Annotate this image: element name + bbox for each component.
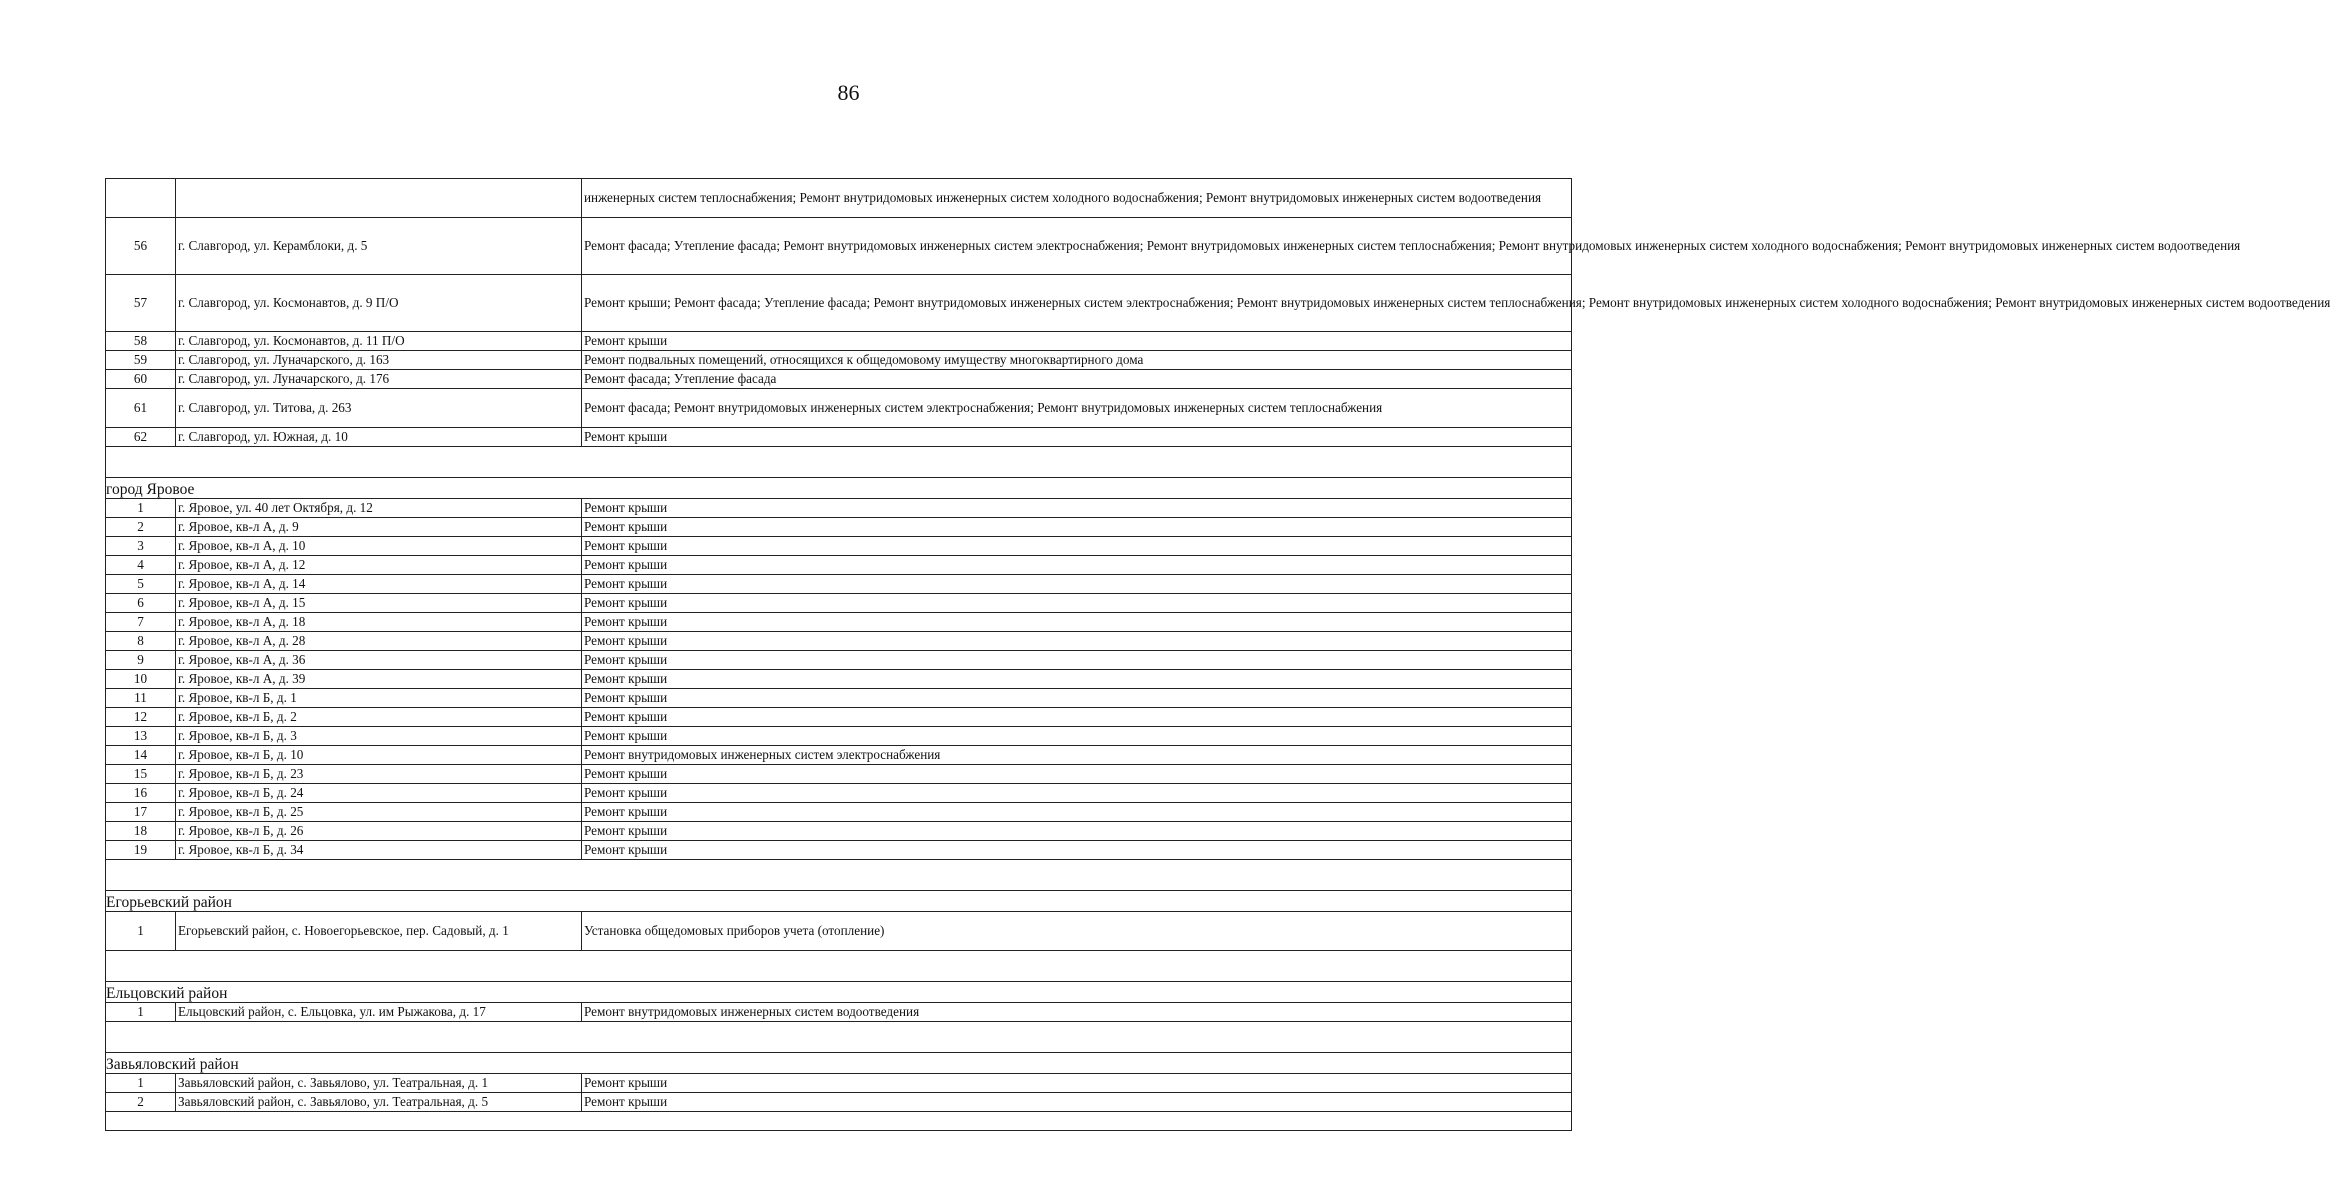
- row-work: Установка общедомовых приборов учета (отопление): [582, 912, 1572, 951]
- table-row: [106, 332, 1572, 351]
- spacer-row: [106, 860, 1572, 891]
- row-number: 2: [106, 518, 176, 537]
- table-row: [106, 822, 1572, 841]
- table-row: [106, 670, 1572, 689]
- row-work: Ремонт крыши: [582, 499, 1572, 518]
- row-address: г. Славгород, ул. Керамблоки, д. 5: [176, 218, 582, 275]
- row-number: 10: [106, 670, 176, 689]
- row-work: Ремонт крыши: [582, 689, 1572, 708]
- table-row: [106, 784, 1572, 803]
- table-row: [106, 575, 1572, 594]
- empty-cell: [106, 1112, 1572, 1131]
- row-work: Ремонт подвальных помещений, относящихся к общедомовому имуществу многоквартирного дома: [582, 351, 1572, 370]
- row-address: г. Славгород, ул. Титова, д. 263: [176, 389, 582, 428]
- row-number: 9: [106, 651, 176, 670]
- table-row: [106, 765, 1572, 784]
- spacer-cell: [106, 951, 1572, 982]
- row-number: 1: [106, 1003, 176, 1022]
- row-address: г. Яровое, кв-л Б, д. 2: [176, 708, 582, 727]
- section-title: Завьяловский район: [106, 1053, 1572, 1074]
- row-address: г. Славгород, ул. Космонавтов, д. 11 П/О: [176, 332, 582, 351]
- row-address: г. Яровое, кв-л А, д. 28: [176, 632, 582, 651]
- row-address: г. Яровое, кв-л А, д. 15: [176, 594, 582, 613]
- row-work: Ремонт крыши: [582, 651, 1572, 670]
- row-work: Ремонт крыши: [582, 765, 1572, 784]
- table-row: [106, 389, 1572, 428]
- row-work: Ремонт крыши: [582, 841, 1572, 860]
- section-header: [106, 891, 1572, 912]
- row-work: Ремонт крыши: [582, 613, 1572, 632]
- row-number: 57: [106, 275, 176, 332]
- row-address: г. Яровое, кв-л А, д. 39: [176, 670, 582, 689]
- row-number: [106, 179, 176, 218]
- spacer-row: [106, 1022, 1572, 1053]
- row-work: Ремонт крыши: [582, 575, 1572, 594]
- section-header: [106, 478, 1572, 499]
- row-work: Ремонт крыши: [582, 428, 1572, 447]
- table-row: [106, 218, 1572, 275]
- table-row: [106, 428, 1572, 447]
- row-number: 14: [106, 746, 176, 765]
- row-number: 62: [106, 428, 176, 447]
- section-header: [106, 1053, 1572, 1074]
- table-row: [106, 841, 1572, 860]
- row-address: г. Яровое, кв-л Б, д. 23: [176, 765, 582, 784]
- spacer-row: [106, 951, 1572, 982]
- table-row: [106, 746, 1572, 765]
- row-work: инженерных систем теплоснабжения; Ремонт внутридомовых инженерных систем холодного водоснабжения; Ремонт внутридомовых инженерных систем водоотведения: [582, 179, 1572, 218]
- table-row: [106, 351, 1572, 370]
- spacer-cell: [106, 1022, 1572, 1053]
- row-address: Завьяловский район, с. Завьялово, ул. Театральная, д. 5: [176, 1093, 582, 1112]
- row-work: Ремонт крыши: [582, 784, 1572, 803]
- row-number: 5: [106, 575, 176, 594]
- table-row: [106, 1003, 1572, 1022]
- row-number: 16: [106, 784, 176, 803]
- row-number: 12: [106, 708, 176, 727]
- row-work: Ремонт крыши; Ремонт фасада; Утепление фасада; Ремонт внутридомовых инженерных систем электроснабжения; Ремонт внутридомовых инженерных систем теплоснабжения; Ремонт внутридомовых инженерных систем холодного водоснабжения; Ремонт внутридомовых инженерных систем водоотведения: [582, 275, 1572, 332]
- table-row: [106, 499, 1572, 518]
- row-number: 1: [106, 499, 176, 518]
- spacer-row: [106, 447, 1572, 478]
- row-address: г. Славгород, ул. Луначарского, д. 163: [176, 351, 582, 370]
- row-address: г. Яровое, кв-л Б, д. 24: [176, 784, 582, 803]
- spacer-cell: [106, 447, 1572, 478]
- section-header: [106, 982, 1572, 1003]
- row-work: Ремонт крыши: [582, 594, 1572, 613]
- table-row: [106, 613, 1572, 632]
- empty-row: [106, 1112, 1572, 1131]
- row-address: г. Яровое, кв-л А, д. 9: [176, 518, 582, 537]
- row-work: Ремонт крыши: [582, 518, 1572, 537]
- row-number: 17: [106, 803, 176, 822]
- row-address: [176, 179, 582, 218]
- row-work: Ремонт фасада; Утепление фасада; Ремонт внутридомовых инженерных систем электроснабжения; Ремонт внутридомовых инженерных систем теплоснабжения; Ремонт внутридомовых инженерных систем холодного водоснабжения; Ремонт внутридомовых инженерных систем водоотведения: [582, 218, 1572, 275]
- table-row: [106, 179, 1572, 218]
- row-work: Ремонт крыши: [582, 537, 1572, 556]
- spacer-cell: [106, 860, 1572, 891]
- row-number: 13: [106, 727, 176, 746]
- section-title: Егорьевский район: [106, 891, 1572, 912]
- table-row: [106, 803, 1572, 822]
- row-address: Ельцовский район, с. Ельцовка, ул. им Рыжакова, д. 17: [176, 1003, 582, 1022]
- row-number: 11: [106, 689, 176, 708]
- row-number: 7: [106, 613, 176, 632]
- row-work: Ремонт внутридомовых инженерных систем водоотведения: [582, 1003, 1572, 1022]
- section-title: Ельцовский район: [106, 982, 1572, 1003]
- section-title: город Яровое: [106, 478, 1572, 499]
- row-number: 15: [106, 765, 176, 784]
- row-address: г. Славгород, ул. Луначарского, д. 176: [176, 370, 582, 389]
- row-address: Егорьевский район, с. Новоегорьевское, пер. Садовый, д. 1: [176, 912, 582, 951]
- row-work: Ремонт крыши: [582, 727, 1572, 746]
- table-row: [106, 594, 1572, 613]
- row-address: г. Яровое, кв-л Б, д. 10: [176, 746, 582, 765]
- repair-table-body: [106, 179, 2330, 1131]
- row-work: Ремонт крыши: [582, 332, 1572, 351]
- row-address: г. Яровое, кв-л А, д. 12: [176, 556, 582, 575]
- row-work: Ремонт фасада; Утепление фасада: [582, 370, 1572, 389]
- row-number: 60: [106, 370, 176, 389]
- table-row: [106, 651, 1572, 670]
- table-row: [106, 370, 1572, 389]
- table-row: [106, 275, 1572, 332]
- row-address: г. Яровое, кв-л А, д. 18: [176, 613, 582, 632]
- table-row: [106, 1093, 1572, 1112]
- row-number: 59: [106, 351, 176, 370]
- row-number: 61: [106, 389, 176, 428]
- row-address: г. Яровое, кв-л Б, д. 25: [176, 803, 582, 822]
- table-row: [106, 556, 1572, 575]
- table-row: [106, 912, 1572, 951]
- row-work: Ремонт крыши: [582, 556, 1572, 575]
- row-number: 2: [106, 1093, 176, 1112]
- table-row: [106, 689, 1572, 708]
- table-row: [106, 537, 1572, 556]
- row-number: 8: [106, 632, 176, 651]
- row-address: Завьяловский район, с. Завьялово, ул. Театральная, д. 1: [176, 1074, 582, 1093]
- table-row: [106, 727, 1572, 746]
- row-number: 6: [106, 594, 176, 613]
- row-work: Ремонт крыши: [582, 822, 1572, 841]
- table-row: [106, 632, 1572, 651]
- row-address: г. Славгород, ул. Южная, д. 10: [176, 428, 582, 447]
- row-number: 1: [106, 912, 176, 951]
- row-address: г. Яровое, кв-л Б, д. 26: [176, 822, 582, 841]
- row-number: 3: [106, 537, 176, 556]
- row-address: г. Яровое, кв-л А, д. 36: [176, 651, 582, 670]
- table-row: [106, 708, 1572, 727]
- row-address: г. Яровое, кв-л Б, д. 34: [176, 841, 582, 860]
- row-address: г. Славгород, ул. Космонавтов, д. 9 П/О: [176, 275, 582, 332]
- repair-table: [105, 178, 2330, 1131]
- row-work: Ремонт крыши: [582, 803, 1572, 822]
- row-address: г. Яровое, кв-л А, д. 14: [176, 575, 582, 594]
- table-row: [106, 518, 1572, 537]
- row-number: 56: [106, 218, 176, 275]
- row-number: 4: [106, 556, 176, 575]
- table-row: [106, 1074, 1572, 1093]
- row-work: Ремонт крыши: [582, 1093, 1572, 1112]
- row-address: г. Яровое, кв-л Б, д. 3: [176, 727, 582, 746]
- row-number: 1: [106, 1074, 176, 1093]
- row-work: Ремонт крыши: [582, 670, 1572, 689]
- row-address: г. Яровое, кв-л А, д. 10: [176, 537, 582, 556]
- row-work: Ремонт крыши: [582, 1074, 1572, 1093]
- row-address: г. Яровое, кв-л Б, д. 1: [176, 689, 582, 708]
- row-number: 19: [106, 841, 176, 860]
- row-work: Ремонт фасада; Ремонт внутридомовых инженерных систем электроснабжения; Ремонт внутридомовых инженерных систем теплоснабжения: [582, 389, 1572, 428]
- row-number: 18: [106, 822, 176, 841]
- row-work: Ремонт внутридомовых инженерных систем электроснабжения: [582, 746, 1572, 765]
- row-work: Ремонт крыши: [582, 632, 1572, 651]
- row-number: 58: [106, 332, 176, 351]
- row-work: Ремонт крыши: [582, 708, 1572, 727]
- row-address: г. Яровое, ул. 40 лет Октября, д. 12: [176, 499, 582, 518]
- page-number: 86: [837, 80, 860, 105]
